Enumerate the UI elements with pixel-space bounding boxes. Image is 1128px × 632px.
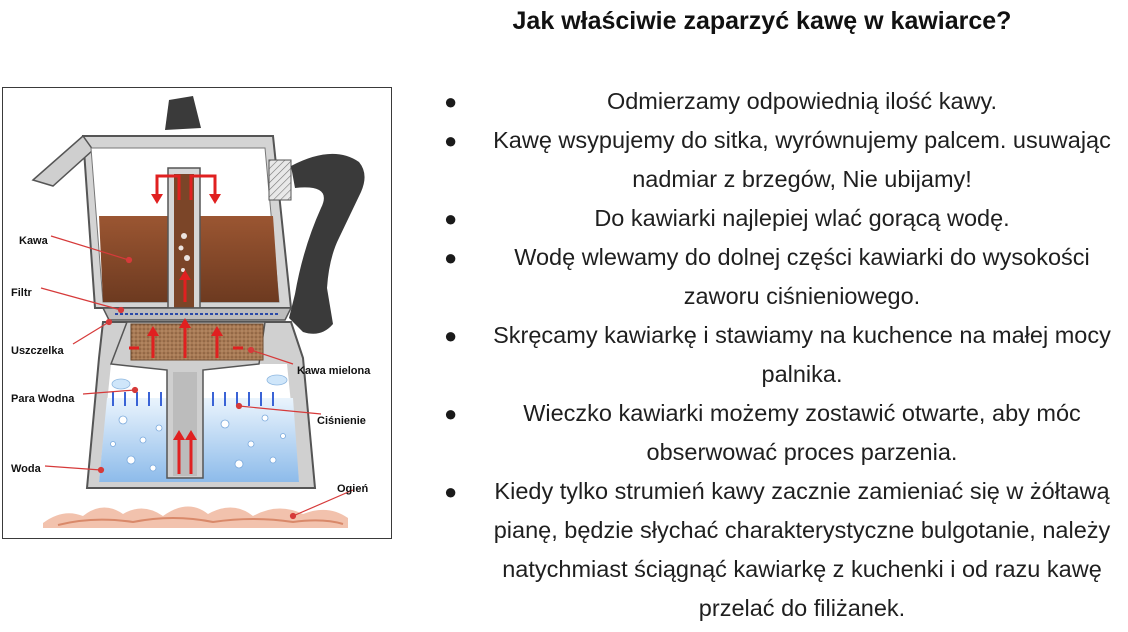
step-text: Kawę wsypujemy do sitka, wyrównujemy palcem. usuwając nadmiar z brzegów, Nie ubijamy! <box>493 127 1111 192</box>
moka-pot-illustration <box>3 88 391 538</box>
lid-knob <box>165 96 201 130</box>
bullet-icon: ● <box>444 206 458 231</box>
label-para-wodna: Para Wodna <box>11 393 75 405</box>
list-item <box>440 238 1124 316</box>
bullet-icon: ● <box>444 401 458 426</box>
label-filtr: Filtr <box>11 287 32 299</box>
list-item <box>440 394 1124 472</box>
list-item <box>440 121 1124 199</box>
label-ogien: Ogień <box>337 483 369 495</box>
flame <box>43 506 348 528</box>
list-item <box>440 316 1124 394</box>
label-kawa: Kawa <box>19 235 48 247</box>
bullet-icon: ● <box>444 89 458 114</box>
label-woda: Woda <box>11 463 41 475</box>
step-text: Skręcamy kawiarkę i stawiamy na kuchence na małej mocy palnika. <box>493 322 1111 387</box>
step-text: Wieczko kawiarki możemy zostawić otwarte, aby móc obserwować proces parzenia. <box>523 400 1081 465</box>
bullet-icon: ● <box>444 479 458 504</box>
list-item <box>440 199 1124 238</box>
step-text: Odmierzamy odpowiednią ilość kawy. <box>606 88 998 114</box>
step-text: Kiedy tylko strumień kawy zacznie zamieniać się w żółtawą pianę, będzie słychać charakterystyczne bulgotanie, należy natychmiast ściągnąć kawiarkę z kuchenki i od razu kawę przelać do filiżanek. <box>493 478 1111 621</box>
label-cisnienie: Ciśnienie <box>317 415 366 427</box>
moka-pot-diagram <box>2 87 392 539</box>
ground-coffee <box>131 324 263 360</box>
brewing-steps-list <box>440 82 1124 628</box>
list-item <box>440 82 1124 121</box>
page-title: Jak właściwie zaparzyć kawę w kawiarce? <box>512 7 1012 35</box>
step-text: Do kawiarki najlepiej wlać gorącą wodę. <box>594 205 1010 231</box>
bullet-icon: ● <box>444 128 458 153</box>
label-uszczelka: Uszczelka <box>11 345 64 357</box>
list-item <box>440 472 1124 628</box>
bullet-icon: ● <box>444 245 458 270</box>
handle <box>289 154 365 334</box>
step-text: Wodę wlewamy do dolnej części kawiarki do wysokości zaworu ciśnieniowego. <box>514 244 1090 309</box>
bullet-icon: ● <box>444 323 458 348</box>
label-kawa-mielona: Kawa mielona <box>297 365 371 377</box>
